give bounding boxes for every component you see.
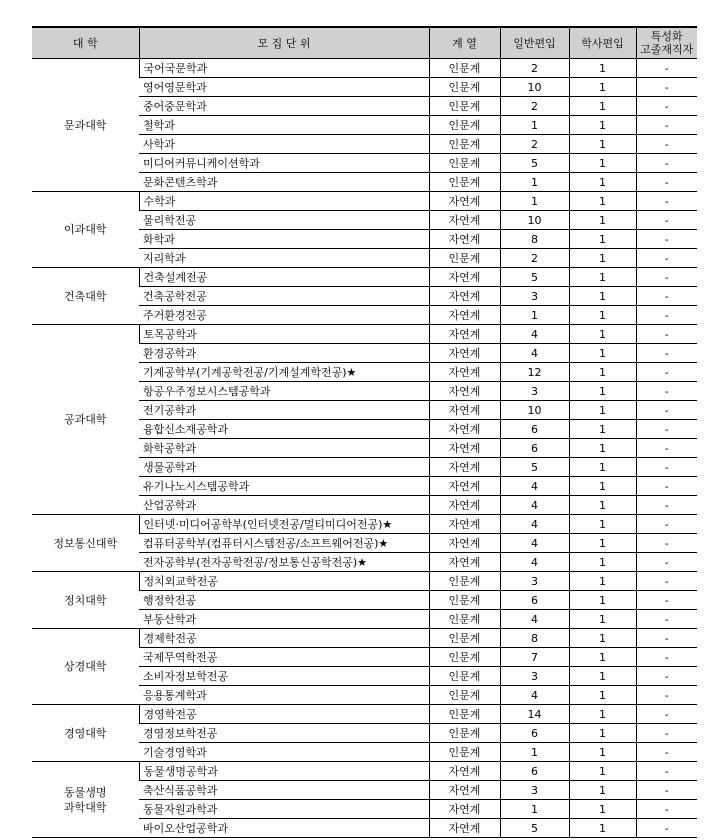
- special-worker-cell: -: [636, 97, 697, 116]
- bachelor-transfer-cell: 1: [569, 477, 636, 496]
- bachelor-transfer-cell: 1: [569, 534, 636, 553]
- recruit-unit-cell: 동물자원과학과: [139, 800, 429, 819]
- table-row: [32, 59, 697, 78]
- track-cell: 인문계: [429, 249, 500, 268]
- header-bachelor-transfer: 학사편입: [569, 27, 636, 59]
- general-transfer-cell: 3: [500, 382, 569, 401]
- special-worker-cell: -: [636, 477, 697, 496]
- track-cell: 인문계: [429, 610, 500, 629]
- college-name-cell: 경영대학: [32, 705, 139, 762]
- general-transfer-cell: 6: [500, 762, 569, 781]
- general-transfer-cell: 5: [500, 268, 569, 287]
- general-transfer-cell: 2: [500, 249, 569, 268]
- track-cell: 자연계: [429, 553, 500, 572]
- table-row: [32, 268, 697, 287]
- bachelor-transfer-cell: 1: [569, 781, 636, 800]
- track-cell: 자연계: [429, 192, 500, 211]
- recruit-unit-cell: 행정학전공: [139, 591, 429, 610]
- recruit-unit-cell: 응용통계학과: [139, 686, 429, 705]
- special-worker-cell: -: [636, 420, 697, 439]
- recruit-unit-cell: 영어영문학과: [139, 78, 429, 97]
- track-cell: 인문계: [429, 667, 500, 686]
- header-unit: 모 집 단 위: [139, 27, 429, 59]
- bachelor-transfer-cell: 1: [569, 382, 636, 401]
- bachelor-transfer-cell: 1: [569, 819, 636, 838]
- table-row: [32, 705, 697, 724]
- bachelor-transfer-cell: 1: [569, 572, 636, 591]
- track-cell: 자연계: [429, 458, 500, 477]
- recruit-unit-cell: 문화콘텐츠학과: [139, 173, 429, 192]
- bachelor-transfer-cell: 1: [569, 743, 636, 762]
- special-worker-cell: -: [636, 553, 697, 572]
- special-worker-cell: -: [636, 192, 697, 211]
- special-worker-cell: -: [636, 287, 697, 306]
- special-worker-cell: -: [636, 667, 697, 686]
- bachelor-transfer-cell: 1: [569, 401, 636, 420]
- general-transfer-cell: 8: [500, 230, 569, 249]
- special-worker-cell: -: [636, 116, 697, 135]
- general-transfer-cell: 4: [500, 515, 569, 534]
- college-name-cell: 공과대학: [32, 325, 139, 515]
- general-transfer-cell: 2: [500, 59, 569, 78]
- general-transfer-cell: 8: [500, 629, 569, 648]
- special-worker-cell: -: [636, 306, 697, 325]
- table-row: [32, 762, 697, 781]
- track-cell: 자연계: [429, 287, 500, 306]
- special-worker-cell: -: [636, 648, 697, 667]
- recruit-unit-cell: 항공우주정보시스템공학과: [139, 382, 429, 401]
- track-cell: 인문계: [429, 173, 500, 192]
- special-worker-cell: -: [636, 401, 697, 420]
- general-transfer-cell: 14: [500, 705, 569, 724]
- recruit-unit-cell: 동물생명공학과: [139, 762, 429, 781]
- track-cell: 자연계: [429, 382, 500, 401]
- track-cell: 자연계: [429, 800, 500, 819]
- general-transfer-cell: 1: [500, 743, 569, 762]
- table-row: [32, 629, 697, 648]
- college-name-cell: 상경대학: [32, 629, 139, 705]
- bachelor-transfer-cell: 1: [569, 458, 636, 477]
- table-row: [32, 515, 697, 534]
- track-cell: 자연계: [429, 401, 500, 420]
- recruit-unit-cell: 기계공학부(기계공학전공/기계설계학전공)★: [139, 363, 429, 382]
- special-worker-cell: -: [636, 534, 697, 553]
- track-cell: 인문계: [429, 59, 500, 78]
- recruit-unit-cell: 산업공학과: [139, 496, 429, 515]
- special-worker-cell: -: [636, 743, 697, 762]
- general-transfer-cell: 4: [500, 496, 569, 515]
- recruit-unit-cell: 토목공학과: [139, 325, 429, 344]
- track-cell: 인문계: [429, 648, 500, 667]
- track-cell: 인문계: [429, 705, 500, 724]
- track-cell: 자연계: [429, 325, 500, 344]
- bachelor-transfer-cell: 1: [569, 363, 636, 382]
- special-worker-cell: -: [636, 230, 697, 249]
- bachelor-transfer-cell: 1: [569, 648, 636, 667]
- special-worker-cell: -: [636, 363, 697, 382]
- special-worker-cell: -: [636, 496, 697, 515]
- table-row: [32, 572, 697, 591]
- track-cell: 자연계: [429, 420, 500, 439]
- special-worker-cell: -: [636, 572, 697, 591]
- bachelor-transfer-cell: 1: [569, 135, 636, 154]
- recruit-unit-cell: 화학과: [139, 230, 429, 249]
- track-cell: 자연계: [429, 496, 500, 515]
- general-transfer-cell: 4: [500, 553, 569, 572]
- header-special-worker: 특성화 고졸재직자: [636, 27, 697, 59]
- recruit-unit-cell: 생물공학과: [139, 458, 429, 477]
- recruit-unit-cell: 국어국문학과: [139, 59, 429, 78]
- general-transfer-cell: 1: [500, 306, 569, 325]
- bachelor-transfer-cell: 1: [569, 610, 636, 629]
- general-transfer-cell: 3: [500, 287, 569, 306]
- college-name-cell: 정치대학: [32, 572, 139, 629]
- track-cell: 자연계: [429, 344, 500, 363]
- special-worker-cell: -: [636, 762, 697, 781]
- general-transfer-cell: 3: [500, 572, 569, 591]
- bachelor-transfer-cell: 1: [569, 705, 636, 724]
- general-transfer-cell: 12: [500, 363, 569, 382]
- recruit-unit-cell: 주거환경전공: [139, 306, 429, 325]
- bachelor-transfer-cell: 1: [569, 287, 636, 306]
- recruit-unit-cell: 미디어커뮤니케이션학과: [139, 154, 429, 173]
- recruit-unit-cell: 경제학전공: [139, 629, 429, 648]
- general-transfer-cell: 1: [500, 800, 569, 819]
- track-cell: 인문계: [429, 629, 500, 648]
- bachelor-transfer-cell: 1: [569, 515, 636, 534]
- track-cell: 인문계: [429, 78, 500, 97]
- general-transfer-cell: 6: [500, 420, 569, 439]
- special-worker-cell: -: [636, 591, 697, 610]
- general-transfer-cell: 5: [500, 458, 569, 477]
- special-worker-cell: -: [636, 249, 697, 268]
- special-worker-cell: -: [636, 173, 697, 192]
- bachelor-transfer-cell: 1: [569, 439, 636, 458]
- general-transfer-cell: 3: [500, 781, 569, 800]
- table-body: [32, 59, 697, 838]
- special-worker-cell: -: [636, 135, 697, 154]
- recruit-unit-cell: 전자공학부(전자공학전공/정보통신공학전공)★: [139, 553, 429, 572]
- track-cell: 자연계: [429, 781, 500, 800]
- bachelor-transfer-cell: 1: [569, 686, 636, 705]
- header-general-transfer: 일반편입: [500, 27, 569, 59]
- table-header: [32, 27, 697, 59]
- recruit-unit-cell: 기술경영학과: [139, 743, 429, 762]
- bachelor-transfer-cell: 1: [569, 154, 636, 173]
- special-worker-cell: -: [636, 325, 697, 344]
- general-transfer-cell: 5: [500, 819, 569, 838]
- recruit-unit-cell: 경영학전공: [139, 705, 429, 724]
- track-cell: 인문계: [429, 686, 500, 705]
- track-cell: 자연계: [429, 363, 500, 382]
- recruit-unit-cell: 유기나노시스템공학과: [139, 477, 429, 496]
- track-cell: 인문계: [429, 572, 500, 591]
- recruit-unit-cell: 건축공학전공: [139, 287, 429, 306]
- special-worker-cell: -: [636, 610, 697, 629]
- general-transfer-cell: 4: [500, 325, 569, 344]
- bachelor-transfer-cell: 1: [569, 59, 636, 78]
- header-row: [32, 27, 697, 59]
- general-transfer-cell: 10: [500, 401, 569, 420]
- bachelor-transfer-cell: 1: [569, 230, 636, 249]
- recruit-unit-cell: 국제무역학전공: [139, 648, 429, 667]
- track-cell: 인문계: [429, 724, 500, 743]
- special-worker-cell: -: [636, 515, 697, 534]
- general-transfer-cell: 3: [500, 667, 569, 686]
- track-cell: 자연계: [429, 439, 500, 458]
- bachelor-transfer-cell: 1: [569, 591, 636, 610]
- special-worker-cell: -: [636, 781, 697, 800]
- special-worker-cell: -: [636, 629, 697, 648]
- track-cell: 자연계: [429, 211, 500, 230]
- bachelor-transfer-cell: 1: [569, 420, 636, 439]
- bachelor-transfer-cell: 1: [569, 553, 636, 572]
- general-transfer-cell: 6: [500, 724, 569, 743]
- general-transfer-cell: 10: [500, 211, 569, 230]
- bachelor-transfer-cell: 1: [569, 800, 636, 819]
- bachelor-transfer-cell: 1: [569, 344, 636, 363]
- general-transfer-cell: 4: [500, 610, 569, 629]
- track-cell: 인문계: [429, 154, 500, 173]
- bachelor-transfer-cell: 1: [569, 116, 636, 135]
- track-cell: 자연계: [429, 230, 500, 249]
- general-transfer-cell: 1: [500, 192, 569, 211]
- recruit-unit-cell: 지리학과: [139, 249, 429, 268]
- general-transfer-cell: 4: [500, 477, 569, 496]
- recruit-unit-cell: 환경공학과: [139, 344, 429, 363]
- recruit-unit-cell: 인터넷·미디어공학부(인터넷전공/멀티미디어전공)★: [139, 515, 429, 534]
- general-transfer-cell: 4: [500, 686, 569, 705]
- bachelor-transfer-cell: 1: [569, 306, 636, 325]
- general-transfer-cell: 5: [500, 154, 569, 173]
- special-worker-cell: -: [636, 819, 697, 838]
- recruit-unit-cell: 경영정보학전공: [139, 724, 429, 743]
- track-cell: 자연계: [429, 268, 500, 287]
- recruit-unit-cell: 소비자정보학전공: [139, 667, 429, 686]
- admission-quota-table: [32, 26, 697, 838]
- recruit-unit-cell: 사학과: [139, 135, 429, 154]
- bachelor-transfer-cell: 1: [569, 211, 636, 230]
- recruit-unit-cell: 화학공학과: [139, 439, 429, 458]
- special-worker-cell: -: [636, 724, 697, 743]
- general-transfer-cell: 2: [500, 135, 569, 154]
- bachelor-transfer-cell: 1: [569, 724, 636, 743]
- bachelor-transfer-cell: 1: [569, 268, 636, 287]
- bachelor-transfer-cell: 1: [569, 249, 636, 268]
- bachelor-transfer-cell: 1: [569, 667, 636, 686]
- recruit-unit-cell: 전기공학과: [139, 401, 429, 420]
- track-cell: 인문계: [429, 97, 500, 116]
- general-transfer-cell: 4: [500, 534, 569, 553]
- special-worker-cell: -: [636, 344, 697, 363]
- general-transfer-cell: 2: [500, 97, 569, 116]
- general-transfer-cell: 6: [500, 591, 569, 610]
- general-transfer-cell: 6: [500, 439, 569, 458]
- header-college: 대 학: [32, 27, 139, 59]
- special-worker-cell: -: [636, 59, 697, 78]
- special-worker-cell: -: [636, 458, 697, 477]
- general-transfer-cell: 1: [500, 173, 569, 192]
- general-transfer-cell: 1: [500, 116, 569, 135]
- general-transfer-cell: 10: [500, 78, 569, 97]
- recruit-unit-cell: 부동산학과: [139, 610, 429, 629]
- college-name-cell: 동물생명 과학대학: [32, 762, 139, 838]
- recruit-unit-cell: 수학과: [139, 192, 429, 211]
- special-worker-cell: -: [636, 211, 697, 230]
- recruit-unit-cell: 정치외교학전공: [139, 572, 429, 591]
- track-cell: 자연계: [429, 819, 500, 838]
- special-worker-cell: -: [636, 382, 697, 401]
- bachelor-transfer-cell: 1: [569, 762, 636, 781]
- recruit-unit-cell: 물리학전공: [139, 211, 429, 230]
- special-worker-cell: -: [636, 800, 697, 819]
- special-worker-cell: -: [636, 268, 697, 287]
- special-worker-cell: -: [636, 686, 697, 705]
- recruit-unit-cell: 컴퓨터공학부(컴퓨터시스템전공/소프트웨어전공)★: [139, 534, 429, 553]
- bachelor-transfer-cell: 1: [569, 629, 636, 648]
- recruit-unit-cell: 융합신소재공학과: [139, 420, 429, 439]
- special-worker-cell: -: [636, 439, 697, 458]
- recruit-unit-cell: 바이오산업공학과: [139, 819, 429, 838]
- special-worker-cell: -: [636, 78, 697, 97]
- track-cell: 자연계: [429, 515, 500, 534]
- table-row: [32, 192, 697, 211]
- bachelor-transfer-cell: 1: [569, 325, 636, 344]
- recruit-unit-cell: 축산식품공학과: [139, 781, 429, 800]
- track-cell: 자연계: [429, 762, 500, 781]
- bachelor-transfer-cell: 1: [569, 97, 636, 116]
- bachelor-transfer-cell: 1: [569, 173, 636, 192]
- track-cell: 인문계: [429, 743, 500, 762]
- special-worker-cell: -: [636, 154, 697, 173]
- track-cell: 자연계: [429, 306, 500, 325]
- track-cell: 인문계: [429, 135, 500, 154]
- recruit-unit-cell: 건축설계전공: [139, 268, 429, 287]
- table-row: [32, 325, 697, 344]
- college-name-cell: 이과대학: [32, 192, 139, 268]
- recruit-unit-cell: 철학과: [139, 116, 429, 135]
- bachelor-transfer-cell: 1: [569, 496, 636, 515]
- general-transfer-cell: 4: [500, 344, 569, 363]
- recruit-unit-cell: 중어중문학과: [139, 97, 429, 116]
- track-cell: 자연계: [429, 477, 500, 496]
- special-worker-cell: -: [636, 705, 697, 724]
- college-name-cell: 건축대학: [32, 268, 139, 325]
- bachelor-transfer-cell: 1: [569, 192, 636, 211]
- track-cell: 인문계: [429, 591, 500, 610]
- admission-quota-table-wrapper: [32, 26, 697, 838]
- general-transfer-cell: 7: [500, 648, 569, 667]
- college-name-cell: 정보통신대학: [32, 515, 139, 572]
- college-name-cell: 문과대학: [32, 59, 139, 192]
- header-track: 계 열: [429, 27, 500, 59]
- track-cell: 자연계: [429, 534, 500, 553]
- track-cell: 인문계: [429, 116, 500, 135]
- bachelor-transfer-cell: 1: [569, 78, 636, 97]
